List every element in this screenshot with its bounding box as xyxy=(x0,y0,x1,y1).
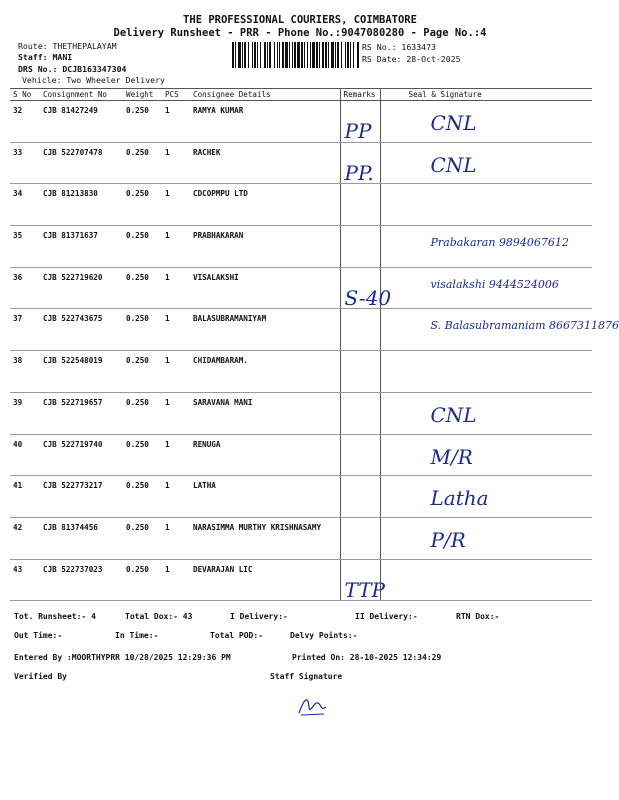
cell-consignment-no: CJB 81371637 xyxy=(40,226,123,268)
cell-weight: 0.250 xyxy=(123,517,162,559)
cell-pcs: 1 xyxy=(162,226,190,268)
cell-signature xyxy=(380,559,592,601)
remarks-text: TTP xyxy=(344,577,386,602)
cell-consignee-name: PRABHAKARAN xyxy=(190,226,340,268)
cell-signature xyxy=(380,267,592,309)
barcode xyxy=(232,42,358,68)
table-row xyxy=(10,267,592,309)
rs-date-label: RS Date: 28-Oct-2025 xyxy=(362,54,461,64)
col-sno: S No xyxy=(10,89,40,101)
staff-signature-label: Staff Signature xyxy=(270,672,343,681)
cell-remarks xyxy=(340,267,392,310)
col-seal-signature: Seal & Signature xyxy=(380,89,592,101)
table-row xyxy=(10,434,592,476)
signature-text: visalakshi 9444524006 xyxy=(430,277,559,291)
cell-consignee-name: CDCOPMPU LTD xyxy=(190,184,340,226)
entered-by: Entered By :MOORTHYPRR 10/28/2025 12:29:36 PM xyxy=(14,653,231,662)
cell-pcs: 1 xyxy=(162,142,190,184)
cell-sno: 33 xyxy=(10,142,40,184)
table-row xyxy=(10,392,592,434)
cell-weight: 0.250 xyxy=(123,184,162,226)
cell-remarks xyxy=(340,559,386,602)
col-pcs: PCS xyxy=(162,89,190,101)
tot-runsheet: Tot. Runsheet:- 4 xyxy=(14,612,96,621)
cell-remarks xyxy=(340,517,380,559)
table-row xyxy=(10,184,592,226)
cell-remarks xyxy=(340,476,380,518)
cell-consignee-name: SARAVANA MANI xyxy=(190,392,340,434)
cell-remarks xyxy=(340,142,380,184)
cell-remarks xyxy=(340,101,380,143)
signature-text: S. Balasubramaniam 8667311876 xyxy=(430,319,619,333)
runsheet-table xyxy=(10,88,619,602)
cell-consignee-name: VISALAKSHI xyxy=(190,267,340,309)
signature-text: CNL xyxy=(430,402,477,427)
signature-text: CNL xyxy=(430,111,477,135)
cell-consignee-name: NARASIMMA MURTHY KRISHNASAMY xyxy=(190,517,340,559)
cell-weight: 0.250 xyxy=(123,351,162,393)
cell-consignee-name: CHIDAMBARAM. xyxy=(190,351,340,393)
remarks-text: S-40 xyxy=(344,285,392,310)
in-time: In Time:- xyxy=(115,631,159,640)
cell-signature xyxy=(380,476,592,518)
cell-remarks xyxy=(340,184,380,226)
cell-consignee-name: RAMYA KUMAR xyxy=(190,101,340,143)
table-header-row xyxy=(10,89,592,101)
cell-consignee-name: LATHA xyxy=(190,476,340,518)
cell-weight: 0.250 xyxy=(123,101,162,143)
drs-label: DRS No.: DCJB163347304 xyxy=(18,64,127,74)
cell-weight: 0.250 xyxy=(123,267,162,309)
rs-no-label: RS No.: 1633473 xyxy=(362,42,436,52)
i-delivery: I Delivery:- xyxy=(230,612,288,621)
cell-sno: 39 xyxy=(10,392,40,434)
col-consignee: Consignee Details xyxy=(190,89,340,101)
signature-text: Latha xyxy=(430,486,489,511)
route-label: Route: THETHEPALAYAM xyxy=(18,41,117,51)
cell-pcs: 1 xyxy=(162,309,190,351)
cell-signature xyxy=(380,434,592,476)
vehicle-label: Vehicle: Two Wheeler Delivery xyxy=(22,75,165,85)
signature-text: P/R xyxy=(430,527,466,552)
col-remarks: Remarks xyxy=(340,89,380,101)
table-row xyxy=(10,226,592,268)
cell-pcs: 1 xyxy=(162,184,190,226)
remarks-text: PP xyxy=(344,119,372,143)
cell-weight: 0.250 xyxy=(123,434,162,476)
remarks-text: PP. xyxy=(344,160,374,185)
cell-consignment-no: CJB 81427249 xyxy=(40,101,123,143)
cell-consignment-no: CJB 522719657 xyxy=(40,392,123,434)
cell-sno: 40 xyxy=(10,434,40,476)
cell-consignment-no: CJB 81213830 xyxy=(40,184,123,226)
cell-consignee-name: BALASUBRAMANIYAM xyxy=(190,309,340,351)
cell-consignment-no: CJB 522548019 xyxy=(40,351,123,393)
cell-signature xyxy=(380,392,592,434)
cell-weight: 0.250 xyxy=(123,392,162,434)
cell-sno: 35 xyxy=(10,226,40,268)
col-consignment: Consignment No xyxy=(40,89,123,101)
cell-remarks xyxy=(340,392,380,434)
cell-consignee-name: DEVARAJAN LIC xyxy=(190,559,340,601)
cell-pcs: 1 xyxy=(162,476,190,518)
cell-weight: 0.250 xyxy=(123,559,162,601)
cell-sno: 32 xyxy=(10,101,40,143)
cell-consignee-name: RACHEK xyxy=(190,142,340,184)
company-title: THE PROFESSIONAL COURIERS, COIMBATORE xyxy=(183,14,417,26)
cell-consignment-no: CJB 522737023 xyxy=(40,559,123,601)
cell-consignee-name: RENUGA xyxy=(190,434,340,476)
cell-sno: 41 xyxy=(10,476,40,518)
signature-text: CNL xyxy=(430,152,477,177)
staff-label: Staff: MANI xyxy=(18,52,73,62)
cell-remarks xyxy=(340,351,380,393)
total-pod: Total POD:- xyxy=(210,631,263,640)
cell-sno: 34 xyxy=(10,184,40,226)
ii-delivery: II Delivery:- xyxy=(355,612,418,621)
cell-pcs: 1 xyxy=(162,434,190,476)
cell-sno: 36 xyxy=(10,267,40,309)
cell-pcs: 1 xyxy=(162,351,190,393)
cell-weight: 0.250 xyxy=(123,226,162,268)
cell-consignment-no: CJB 522719740 xyxy=(40,434,123,476)
delvy-points: Delvy Points:- xyxy=(290,631,358,640)
cell-sno: 37 xyxy=(10,309,40,351)
table-row xyxy=(10,142,592,184)
cell-signature xyxy=(380,226,592,268)
cell-remarks xyxy=(340,309,380,351)
cell-signature xyxy=(380,101,592,143)
cell-consignment-no: CJB 522719620 xyxy=(40,267,123,309)
cell-consignment-no: CJB 522743675 xyxy=(40,309,123,351)
rtn-dox: RTN Dox:- xyxy=(456,612,500,621)
cell-signature xyxy=(380,142,592,184)
cell-weight: 0.250 xyxy=(123,309,162,351)
cell-signature xyxy=(380,184,592,226)
table-row xyxy=(10,309,592,351)
runsheet-title: Delivery Runsheet - PRR - Phone No.:9047080280 - Page No.:4 xyxy=(113,27,487,39)
cell-sno: 42 xyxy=(10,517,40,559)
total-dox: Total Dox:- 43 xyxy=(125,612,193,621)
signature-text: M/R xyxy=(430,444,473,469)
verified-by: Verified By xyxy=(14,672,67,681)
cell-signature xyxy=(380,517,592,559)
cell-consignment-no: CJB 522773217 xyxy=(40,476,123,518)
printed-on: Printed On: 28-10-2025 12:34:29 xyxy=(292,653,442,662)
cell-weight: 0.250 xyxy=(123,476,162,518)
cell-signature xyxy=(380,351,592,393)
staff-signature-mark xyxy=(296,693,330,719)
cell-pcs: 1 xyxy=(162,267,190,309)
col-weight: Weight xyxy=(123,89,162,101)
signature-text: Prabakaran 9894067612 xyxy=(430,236,569,250)
table-row xyxy=(10,517,592,559)
table-row xyxy=(10,476,592,518)
cell-pcs: 1 xyxy=(162,559,190,601)
cell-pcs: 1 xyxy=(162,392,190,434)
cell-remarks xyxy=(340,226,380,268)
cell-remarks xyxy=(340,434,380,476)
cell-pcs: 1 xyxy=(162,517,190,559)
cell-signature xyxy=(380,309,619,351)
table-row xyxy=(10,559,592,601)
out-time: Out Time:- xyxy=(14,631,63,640)
table-row xyxy=(10,351,592,393)
cell-consignment-no: CJB 81374456 xyxy=(40,517,123,559)
cell-weight: 0.250 xyxy=(123,142,162,184)
cell-consignment-no: CJB 522707478 xyxy=(40,142,123,184)
cell-pcs: 1 xyxy=(162,101,190,143)
cell-sno: 38 xyxy=(10,351,40,393)
table-row xyxy=(10,101,592,143)
cell-sno: 43 xyxy=(10,559,40,601)
